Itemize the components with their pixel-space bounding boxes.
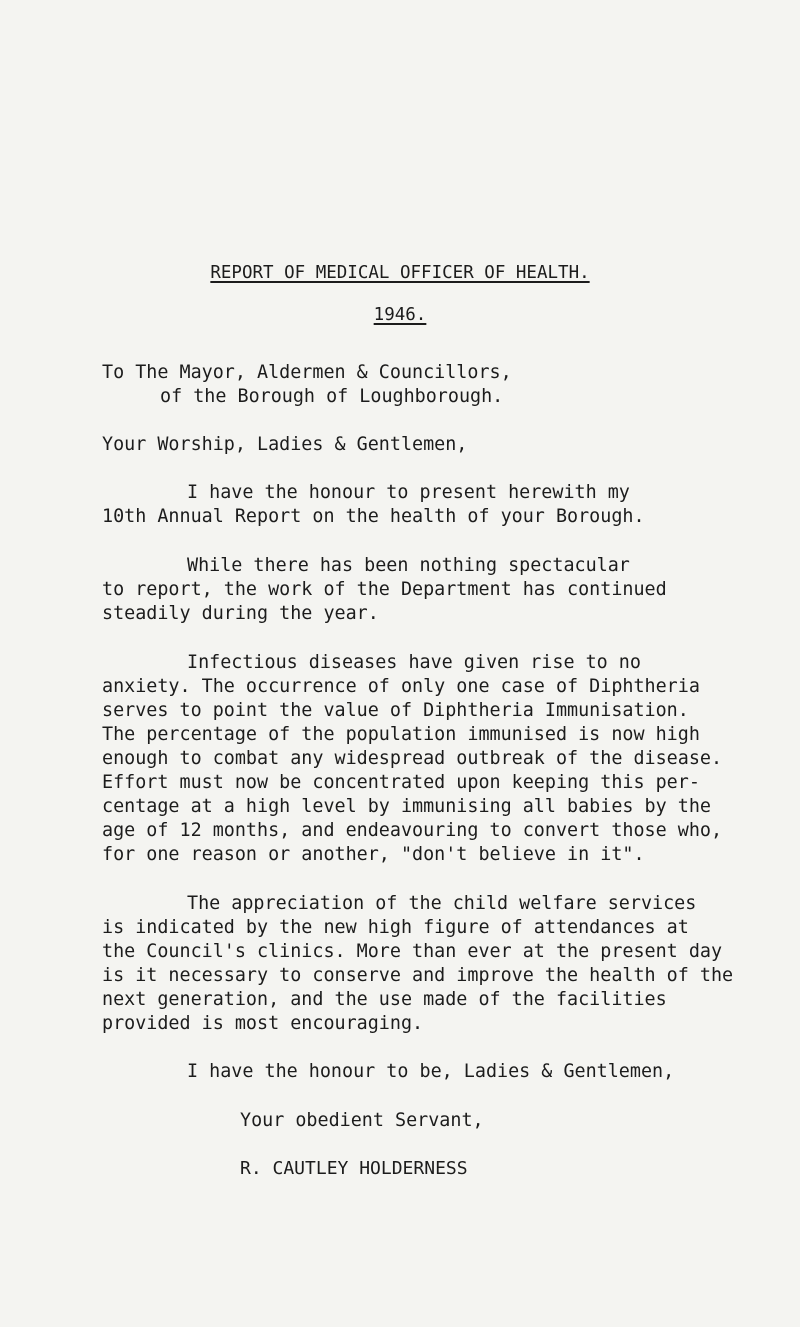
paragraph-line: Effort must now be concentrated upon keeping this per-	[102, 772, 700, 793]
report-year: 1946.	[373, 305, 427, 325]
paragraph-line: centage at a high level by immunising all babies by the	[102, 796, 711, 817]
paragraph-line: for one reason or another, "don't believe in it".	[102, 844, 645, 865]
address-line: To The Mayor, Aldermen & Councillors,	[102, 362, 512, 383]
paragraph-line: The percentage of the population immunised is now high	[102, 724, 700, 745]
salutation: Your Worship, Ladies & Gentlemen,	[102, 434, 468, 455]
closing-line: I have the honour to be, Ladies & Gentlemen,	[187, 1061, 675, 1082]
paragraph-line: While there has been nothing spectacular	[187, 555, 630, 576]
paragraph-line: serves to point the value of Diphtheria Immunisation.	[102, 700, 689, 721]
paragraph-line: is it necessary to conserve and improve the health of the	[102, 965, 734, 986]
closing-servant: Your obedient Servant,	[240, 1110, 484, 1131]
signature: R. CAUTLEY HOLDERNESS	[240, 1158, 468, 1179]
paragraph-line: is indicated by the new high figure of attendances at	[102, 917, 689, 938]
paragraph-line: age of 12 months, and endeavouring to convert those who,	[102, 820, 723, 841]
paragraph-line: 10th Annual Report on the health of your Borough.	[102, 506, 645, 527]
paragraph-line: Infectious diseases have given rise to no	[187, 652, 641, 673]
paragraph-line: The appreciation of the child welfare services	[187, 893, 697, 914]
address-line: of the Borough of Loughborough.	[160, 386, 504, 407]
paragraph-line: enough to combat any widespread outbreak of the disease.	[102, 748, 723, 769]
paragraph-line: the Council's clinics. More than ever at the present day	[102, 941, 723, 962]
paragraph-line: next generation, and the use made of the facilities	[102, 989, 667, 1010]
paragraph-line: steadily during the year.	[102, 603, 379, 624]
paragraph-line: I have the honour to present herewith my	[187, 482, 630, 503]
paragraph-line: anxiety. The occurrence of only one case of Diphtheria	[102, 676, 700, 697]
paragraph-line: provided is most encouraging.	[102, 1013, 424, 1034]
paragraph-line: to report, the work of the Department has continued	[102, 579, 667, 600]
report-title: REPORT OF MEDICAL OFFICER OF HEALTH.	[210, 263, 590, 283]
